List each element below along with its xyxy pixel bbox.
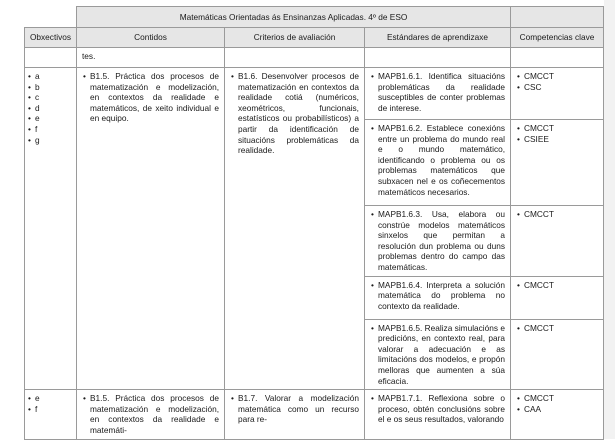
competence-item: • CMCCT (516, 393, 598, 404)
carryover-contents (77, 48, 225, 68)
objective-item: • f (27, 124, 74, 135)
standard-item: • MAPB1.6.4. Interpreta a solución matemática do problema no contexto da realidade. (370, 280, 505, 312)
curriculum-table (24, 6, 604, 440)
competences-cell (511, 206, 604, 277)
criterion-cell (225, 390, 365, 439)
criterion-item: • B1.7. Valorar a modelización matemática como un recurso para re- (230, 393, 359, 425)
competences-cell (511, 390, 604, 439)
competence-item: • CMCCT (516, 280, 598, 291)
carryover-criteria (225, 48, 365, 68)
title-spacer (511, 7, 604, 28)
content-cell (77, 390, 225, 439)
table-title: Matemáticas Orientadas ás Ensinanzas Aplicadas. 4º de ESO (77, 7, 511, 28)
objective-item: • e (27, 113, 74, 124)
objective-item: • b (27, 82, 74, 93)
competences-cell (511, 319, 604, 390)
criterion-item: • B1.6. Desenvolver procesos de matematización en contextos da realidade cotiá (numéricos, xeométricos, funcionais, estatísticos ou probabilísticos) a partir da identificación de situacións problemáticas da realidade. (230, 71, 359, 156)
criterion-cell (225, 68, 365, 390)
standard-item: • MAPB1.7.1. Reflexiona sobre o proceso, obtén conclusións sobre el e os seus resultados, valorando (370, 393, 505, 425)
table-row (25, 68, 604, 120)
standard-cell (365, 390, 511, 439)
table-row (25, 390, 604, 439)
competence-item: • CSC (516, 82, 598, 93)
standard-cell (365, 120, 511, 206)
carryover-competences (511, 48, 604, 68)
objective-item: • d (27, 103, 74, 114)
objectives-cell (25, 68, 77, 390)
content-item: • B1.5. Práctica dos procesos de matematización e modelización, en contextos da realidade e matemáti- (82, 393, 219, 435)
competence-item: • CMCCT (516, 123, 598, 134)
objective-item: • e (27, 393, 74, 404)
competences-cell (511, 68, 604, 120)
standard-cell (365, 319, 511, 390)
header-contents: Contidos (77, 28, 225, 48)
content-item: • B1.5. Práctica dos procesos de matematización e modelización, en contextos da realidade e matemáticos, de xeito individual e en equipo. (82, 71, 219, 124)
standard-item: • MAPB1.6.3. Usa, elabora ou constrúe modelos matemáticos sinxelos que permitan a resolución dun problema ou duns problemas dentro do campo das matemáticas. (370, 209, 505, 273)
competences-cell (511, 120, 604, 206)
header-competences: Competencias clave (511, 28, 604, 48)
header-criteria: Criterios de avaliación (225, 28, 365, 48)
standard-cell (365, 206, 511, 277)
competence-item: • CMCCT (516, 71, 598, 82)
standard-item: • MAPB1.6.5. Realiza simulacións e predicións, en contexto real, para valorar a adecuación e as limitacións dos modelos, e propón melloras que aumenten a súa eficacia. (370, 323, 505, 387)
competence-item: • CAA (516, 404, 598, 415)
standard-item: • MAPB1.6.2. Establece conexións entre un problema do mundo real e o mundo matemático, identificando o problema ou os problemas matemáticos que subxacen nel e os coñecementos matemáticos necesarios. (370, 123, 505, 197)
standard-cell (365, 276, 511, 319)
carryover-standards (365, 48, 511, 68)
carryover-text: tes. (82, 51, 96, 61)
competence-item: • CMCCT (516, 209, 598, 220)
objectives-list (27, 71, 74, 145)
objective-item: • a (27, 71, 74, 82)
standard-cell (365, 68, 511, 120)
blank-corner (25, 7, 77, 28)
header-standards: Estándares de aprendizaxe (365, 28, 511, 48)
carryover-objectives (25, 48, 77, 68)
competence-item: • CMCCT (516, 323, 598, 334)
competence-item: • CSIEE (516, 134, 598, 145)
header-objectives: Obxectivos (25, 28, 77, 48)
competences-cell (511, 276, 604, 319)
objective-item: • f (27, 404, 74, 415)
page-edge (604, 0, 615, 439)
objective-item: • g (27, 135, 74, 146)
objective-item: • c (27, 92, 74, 103)
standard-item: • MAPB1.6.1. Identifica situacións problemáticas da realidade susceptibles de conter problemas de interese. (370, 71, 505, 113)
objectives-cell (25, 390, 77, 439)
content-cell (77, 68, 225, 390)
